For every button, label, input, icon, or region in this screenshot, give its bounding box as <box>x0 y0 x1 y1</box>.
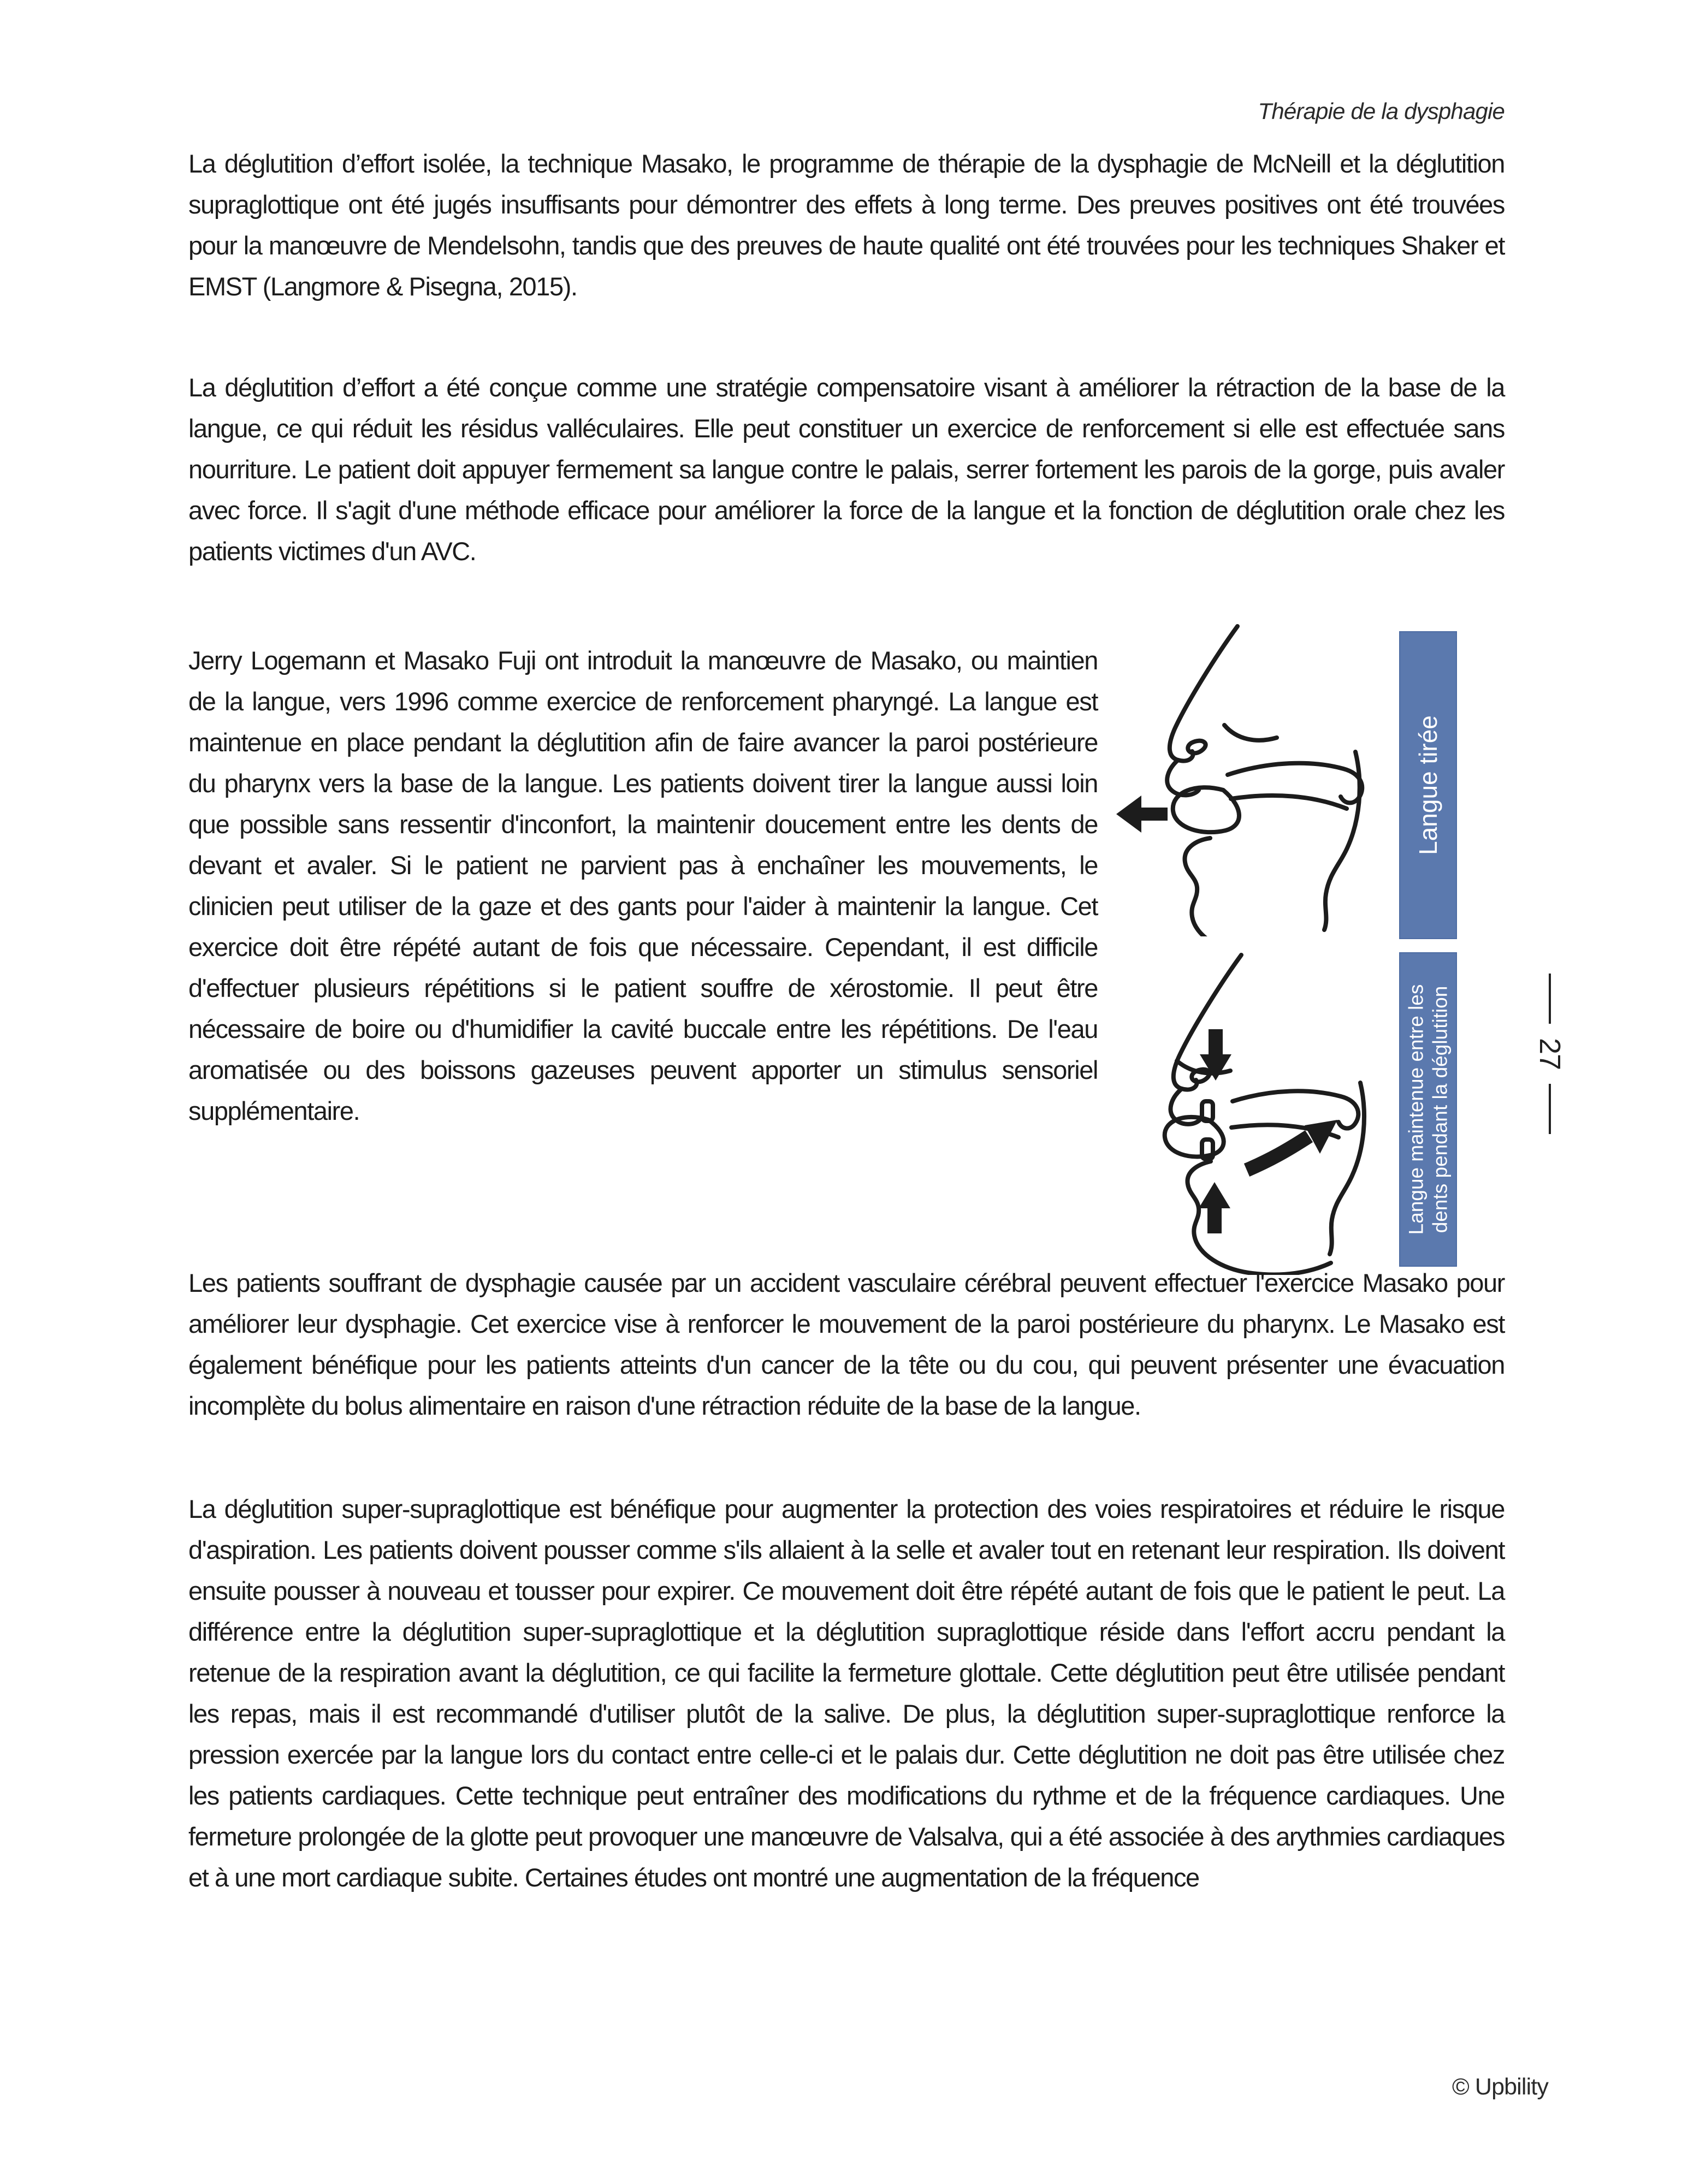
figure2-caption-line1: Langue maintenue entre les <box>1405 984 1428 1235</box>
left-arrow-icon <box>1116 796 1168 833</box>
running-header: Thérapie de la dysphagie <box>1258 98 1505 124</box>
figure1-caption: Langue tirée <box>1414 715 1443 855</box>
figure2-caption-bar <box>1399 952 1457 1267</box>
head-profile-outline <box>1167 626 1362 936</box>
tongue-between-teeth-illustration <box>1095 947 1368 1275</box>
paragraph-effortful-swallow-evidence: La déglutition d’effort isolée, la technique Masako, le programme de thérapie de la dysphagie de McNeill et la déglutition supraglottique ont été jugés insuffisants pour démontrer des effets à long terme. Des preuves positives ont été trouvées pour la manœuvre de Mendelsohn, tandis que des preuves de haute qualité ont été trouvées pour les techniques Shaker et EMST (Langmore & Pisegna, 2015). <box>188 149 1505 301</box>
page-number-rule <box>1549 974 1551 1024</box>
head-profile-outline <box>1165 955 1364 1275</box>
figure2-caption <box>1404 984 1452 1235</box>
page-number: 27 <box>1533 1038 1566 1070</box>
paragraph-effortful-swallow-description: La déglutition d’effort a été conçue comme une stratégie compensatoire visant à améliorer la rétraction de la base de la langue, ce qui réduit les résidus valléculaires. Elle peut constituer un exercice de renforcement si elle est effectuée sans nourriture. Le patient doit appuyer fermement sa langue contre le palais, serrer fortement les parois de la gorge, puis avaler avec force. Il s'agit d'une méthode efficace pour améliorer la force de la langue et la fonction de déglutition orale chez les patients victimes d'un AVC. <box>188 373 1505 566</box>
paragraph-masako-maneuver: Jerry Logemann et Masako Fuji ont introduit la manœuvre de Masako, ou maintien de la langue, vers 1996 comme exercice de renforcement pharyngé. La langue est maintenue en place pendant la déglutition afin de faire avancer la paroi postérieure du pharynx vers la base de la langue. Les patients doivent tirer la langue aussi loin que possible sans ressentir d'inconfort, la maintenir doucement entre les dents de devant et avaler. Si le patient ne parvient pas à enchaîner les mouvements, le clinicien peut utiliser de la gaze et des gants pour l'aider à maintenir la langue. Cet exercice doit être répété autant de fois que nécessaire. Cependant, il est difficile d'effectuer plusieurs répétitions si le patient souffre de xérostomie. Il peut être nécessaire de boire ou d'humidifier la cavité buccale entre les répétitions. De l'eau aromatisée ou des boissons gazeuses peuvent apporter un stimulus sensoriel supplémentaire. <box>188 646 1098 1125</box>
page-number-rule <box>1549 1084 1551 1134</box>
paragraph-masako-stroke-patients: Les patients souffrant de dysphagie causée par un accident vasculaire cérébral peuvent effectuer l'exercice Masako pour améliorer leur dysphagie. Cet exercice vise à renforcer le mouvement de la paroi postérieure du pharynx. Le Masako est également bénéfique pour les patients atteints d'un cancer de la tête ou du cou, qui peuvent présenter une évacuation incomplète du bolus alimentaire en raison d'une rétraction réduite de la base de la langue. <box>188 1268 1505 1420</box>
up-arrow-icon <box>1199 1182 1230 1233</box>
paragraph-super-supraglottic-swallow: La déglutition super-supraglottique est bénéfique pour augmenter la protection des voies respiratoires et réduire le risque d'aspiration. Les patients doivent pousser comme s'ils allaient à la selle et avaler tout en retenant leur respiration. Ils doivent ensuite pousser à nouveau et tousser pour expirer. Ce mouvement doit être répété autant de fois que le patient le peut. La différence entre la déglutition super-supraglottique et la déglutition supraglottique réside dans l'effort accru pendant la retenue de la respiration avant la déglutition, ce qui facilite la fermeture glottale. Cette déglutition peut être utilisée pendant les repas, mais il est recommandé d'utiliser plutôt de la salive. De plus, la déglutition super-supraglottique renforce la pression exercée par la langue lors du contact entre celle-ci et le palais dur. Cette déglutition ne doit pas être utilisée chez les patients cardiaques. Cette technique peut entraîner des modifications du rythme et de la fréquence cardiaques. Une fermeture prolongée de la glotte peut provoquer une manœuvre de Valsalva, qui a été associée à des arythmies cardiaques et à une mort cardiaque subite. Certaines études ont montré une augmentation de la fréquence <box>188 1494 1505 1892</box>
figure2-caption-line2: dents pendant la déglutition <box>1429 986 1452 1233</box>
tongue-pulled-out-illustration <box>1109 620 1365 936</box>
figure1-caption-bar <box>1399 631 1457 939</box>
copyright-footer: © Upbility <box>1452 2074 1548 2100</box>
page-number-block <box>1531 972 1569 1136</box>
